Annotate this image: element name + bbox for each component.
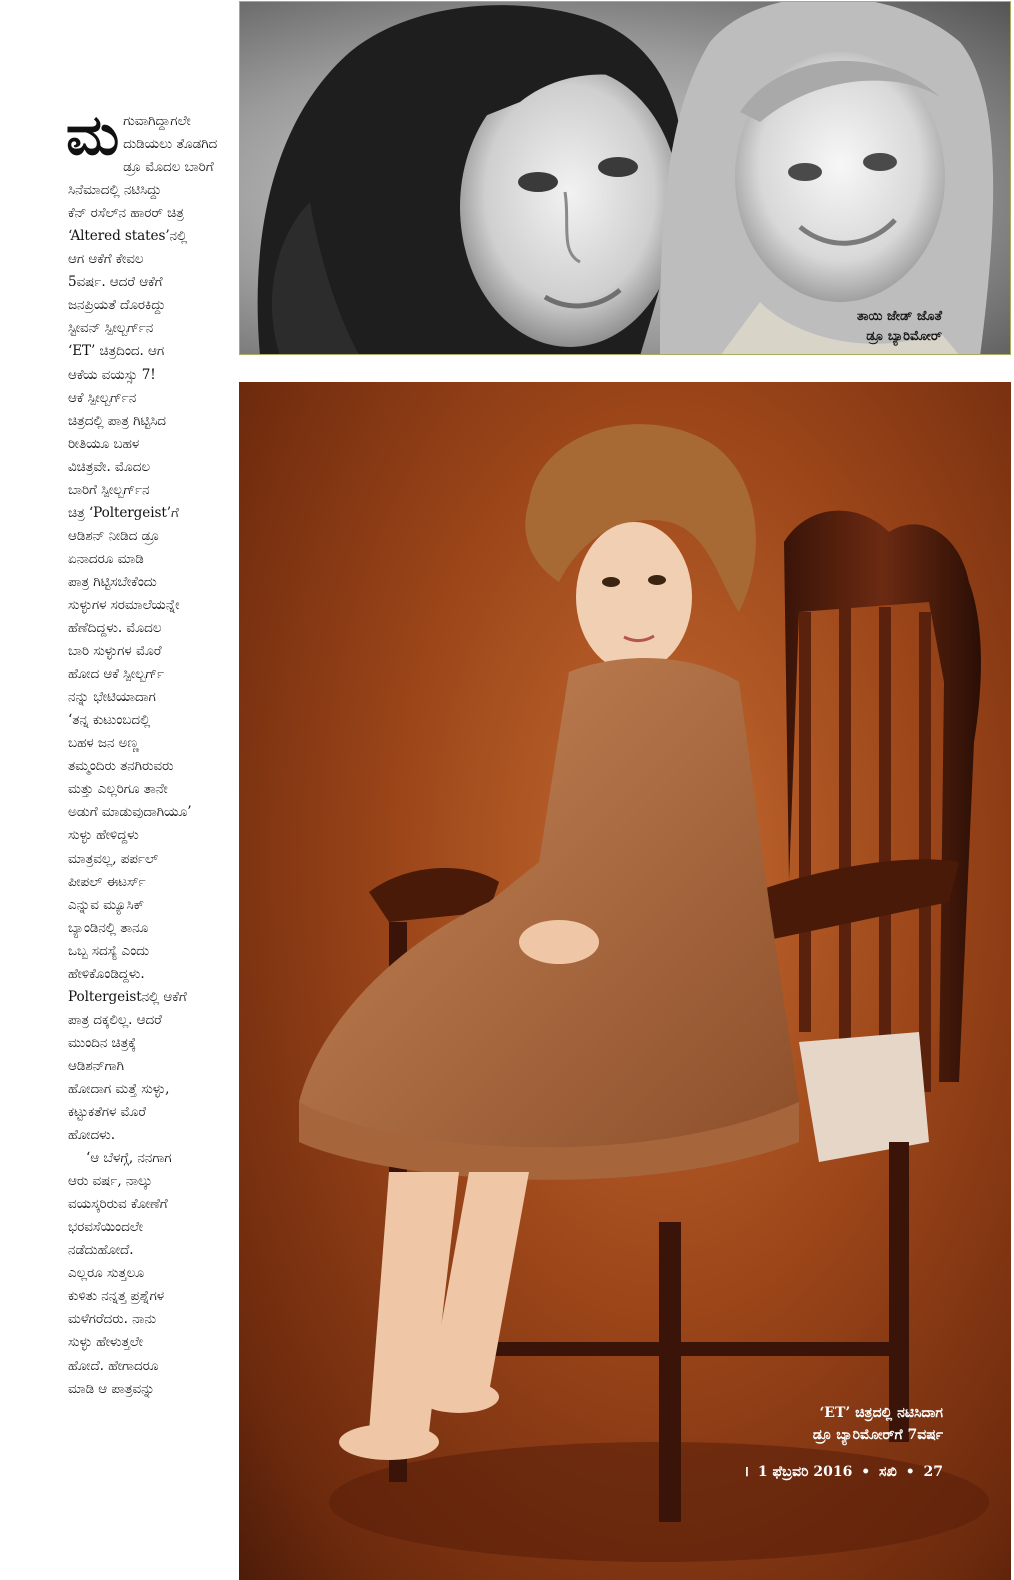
article-line: ಪಾತ್ರ ಗಿಟ್ಟಿಸಬೇಕೆಂದು: [68, 573, 157, 590]
article-line: ಕಟ್ಟುಕತೆಗಳ ಮೊರೆ: [68, 1104, 146, 1121]
article-line: ದುಡಿಯಲು ತೊಡಗಿದ: [123, 136, 218, 153]
article-line: ಸ್ಟೀವನ್ ಸ್ಪೀಲ್ಬರ್ಗ್‌ನ: [68, 320, 154, 337]
article-line: ಎಲ್ಲರೂ ಸುತ್ತಲೂ: [68, 1265, 145, 1282]
folio-section: ಸಖಿ: [879, 1464, 897, 1480]
photo-bottom-caption: [813, 1402, 943, 1446]
article-line: ಒಬ್ಬ ಸದಸ್ಯೆ ಎಂದು: [68, 942, 150, 959]
folio-date: 1 ಫೆಬ್ರವರಿ 2016: [757, 1464, 853, 1480]
article-line: ಜನಪ್ರಿಯತೆ ದೊರಕಿದ್ದು: [68, 297, 166, 314]
article-line: ಆಕೆ ಸ್ಪೀಲ್ಬರ್ಗ್‌ನ: [68, 389, 137, 406]
drop-cap: ಮ: [66, 102, 120, 168]
article-line: ಹೋದೆ. ಹೇಗಾದರೂ: [68, 1357, 159, 1374]
article-line: ‘Altered states’ನಲ್ಲಿ: [68, 228, 188, 245]
article-line: ಮುಂದಿನ ಚಿತ್ರಕ್ಕೆ: [68, 1034, 137, 1051]
folio-separator: •: [905, 1464, 915, 1480]
article-line: 5ವರ್ಷ. ಆದರೆ ಆಕೆಗೆ: [68, 274, 163, 291]
photo-child-on-chair-illustration: [239, 382, 1011, 1580]
article-line: ಹೆಣೆದಿದ್ದಳು. ಮೊದಲ: [68, 620, 162, 637]
article-line: ಬಾರಿಗೆ ಸ್ಪೀಲ್ಬರ್ಗ್‌ನ: [68, 481, 150, 498]
article-line: ‘ET’ ಚಿತ್ರದಿಂದ. ಆಗ: [68, 343, 165, 360]
article-line: ಆಡಿಶನ್ ನೀಡಿದ ಡ್ರೂ: [68, 527, 160, 544]
article-line: ಹೇಳಿಕೊಂಡಿದ್ದಳು.: [68, 965, 145, 982]
article-line: ನಡೆದುಹೋದೆ.: [68, 1242, 134, 1259]
article-line: ಪಾತ್ರ ದಕ್ಕಲಿಲ್ಲ. ಆದರೆ: [68, 1011, 162, 1028]
article-line: ಸಿನೆಮಾದಲ್ಲಿ ನಟಿಸಿದ್ದು: [68, 182, 162, 199]
photo-top-caption-line1: ತಾಯಿ ಜೇಡ್ ಜೊತೆ: [857, 309, 942, 324]
article-line: ರೀತಿಯೂ ಬಹಳ: [68, 435, 140, 452]
article-line: ಅಡುಗೆ ಮಾಡುವುದಾಗಿಯೂ’: [68, 804, 192, 821]
photo-bottom-caption-line2: ಡ್ರೂ ಬ್ಯಾರಿಮೋರ್‌ಗೆ 7ವರ್ಷ: [812, 1427, 943, 1443]
article-line: ಗುವಾಗಿದ್ದಾಗಲೇ: [123, 113, 191, 129]
article-lines: [66, 102, 228, 1401]
photo-bottom-caption-line1: ‘ET’ ಚಿತ್ರದಲ್ಲಿ ನಟಿಸಿದಾಗ: [819, 1405, 943, 1421]
article-line: ‘ಆ ಬೆಳಗ್ಗೆ, ನನಗಾಗ: [86, 1150, 172, 1167]
article-line: ಮಾತ್ರವಲ್ಲ, ಪರ್ಪಲ್: [68, 850, 159, 867]
article-line: ಕುಳಿತು ನನ್ನತ್ತ ಪ್ರಶ್ನೆಗಳ: [68, 1288, 165, 1305]
article-line: ಆಕೆಯ ವಯಸ್ಸು 7!: [68, 366, 156, 383]
photo-top-caption-line2: ಡ್ರೂ ಬ್ಯಾರಿಮೋರ್: [866, 329, 942, 344]
article-line: ಸುಳ್ಳು ಹೇಳುತ್ತಲೇ: [68, 1334, 143, 1351]
article-line: ಬಾರಿ ಸುಳ್ಳುಗಳ ಮೊರೆ: [68, 643, 162, 660]
folio-page-number: 27: [923, 1464, 943, 1480]
article-line: ಆರು ವರ್ಷ, ನಾಲ್ಕು: [68, 1173, 153, 1190]
article-line: ಆಡಿಶನ್‌ಗಾಗಿ: [68, 1057, 124, 1074]
article-line: ಡ್ರೂ ಮೊದಲ ಬಾರಿಗೆ: [123, 159, 214, 176]
article-line: ಕೆನ್ ರಸೆಲ್‌ನ ಹಾರರ್ ಚಿತ್ರ: [68, 205, 184, 222]
article-line: ಹೋದಾಗ ಮತ್ತೆ ಸುಳ್ಳು,: [68, 1080, 170, 1097]
article-line: ಸುಳ್ಳುಗಳ ಸರಮಾಲೆಯನ್ನೇ: [68, 596, 180, 613]
article-line: ಬ್ಯಾಂಡಿನಲ್ಲಿ ತಾನೂ: [68, 919, 149, 936]
photo-mother-daughter: [239, 1, 1011, 355]
article-line: ಮತ್ತು ಎಲ್ಲರಿಗೂ ತಾನೇ: [68, 781, 168, 798]
article-line: ಎನ್ನುವ ಮ್ಯೂಸಿಕ್: [68, 896, 145, 913]
article-line: ವಯಸ್ಕರಿರುವ ಕೋಣೆಗೆ: [68, 1196, 168, 1213]
article-line: ಏನಾದರೂ ಮಾಡಿ: [68, 550, 144, 567]
article-line: ನನ್ನು ಭೇಟಿಯಾದಾಗ: [68, 689, 156, 706]
article-line: ಹೋದಳು.: [68, 1127, 115, 1144]
article-line: ಭರವಸೆಯಿಂದಲೇ: [68, 1219, 143, 1236]
folio-marker: ।: [743, 1464, 749, 1480]
photo-child-on-chair: [239, 382, 1011, 1580]
photo-mother-daughter-illustration: [240, 2, 1011, 355]
article-line: ಚಿತ್ರದಲ್ಲಿ ಪಾತ್ರ ಗಿಟ್ಟಿಸಿದ: [68, 412, 166, 429]
article-line: ಹೋದ ಆಕೆ ಸ್ಪೀಲ್ಬರ್ಗ್: [68, 666, 165, 683]
folio-separator: •: [861, 1464, 871, 1480]
article-line: ಮಳೆಗರೆದರು. ನಾನು: [68, 1311, 157, 1328]
article-line: ತಮ್ಮಂದಿರು ತನಗಿರುವರು: [68, 758, 174, 775]
article-line: ವಿಚಿತ್ರವೇ. ಮೊದಲ: [68, 458, 151, 475]
article-line: Poltergeistನಲ್ಲಿ ಆಕೆಗೆ: [68, 988, 187, 1005]
article-line: ಆಗ ಆಕೆಗೆ ಕೇವಲ: [68, 251, 144, 268]
article-body: [66, 102, 228, 1401]
photo-top-caption: [857, 307, 942, 347]
article-line: ಪೀಪಲ್ ಈಟರ್ಸ್: [68, 873, 146, 890]
article-line: ಸುಳ್ಳು ಹೇಳಿದ್ದಳು: [68, 827, 139, 844]
article-line: ಚಿತ್ರ ‘Poltergeist’ಗೆ: [68, 504, 179, 521]
article-line: ಬಹಳ ಜನ ಅಣ್ಣ: [68, 735, 139, 752]
article-line: ‘ತನ್ನ ಕುಟುಂಬದಲ್ಲಿ: [68, 712, 151, 729]
page-folio: [744, 1462, 943, 1481]
article-line: ಮಾಡಿ ಆ ಪಾತ್ರವನ್ನು: [68, 1380, 155, 1397]
